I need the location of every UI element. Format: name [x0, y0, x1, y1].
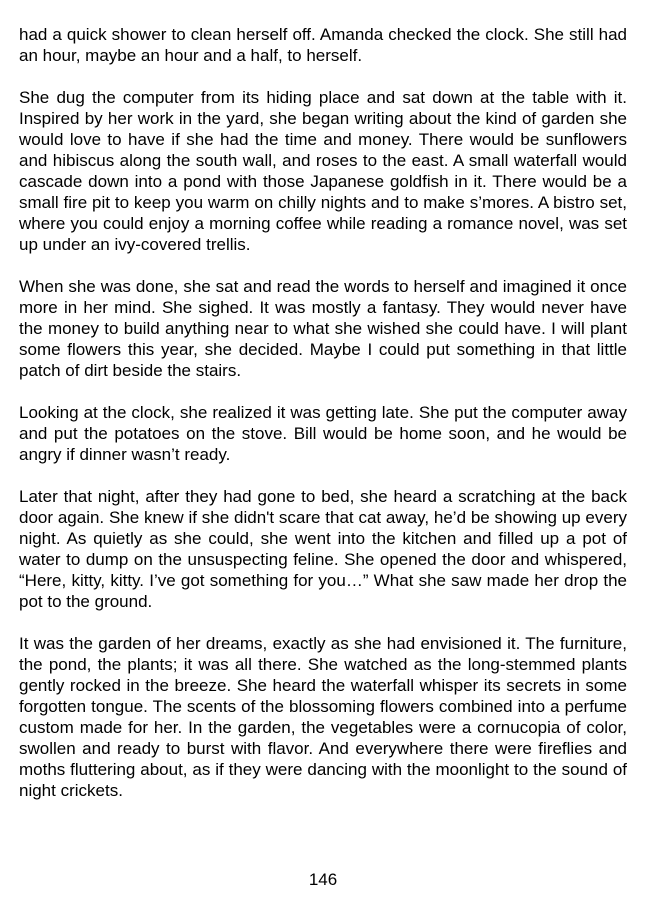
paragraph-1: had a quick shower to clean herself off. Amanda checked the clock. She still had an hour, maybe an hour and a half, to herself. — [19, 25, 627, 65]
paragraph-5: Later that night, after they had gone to bed, she heard a scratching at the back door again. She knew if she didn't scare that cat away, he’d be showing up every night. As quietly as she could, she went into the kitchen and filled up a pot of water to dump on the unsuspecting feline. She opened the door and whispered, “Here, kitty, kitty. I’ve got something for you…” What she saw made her drop the pot to the ground. — [19, 487, 627, 611]
paragraph-2: She dug the computer from its hiding place and sat down at the table with it. Inspired by her work in the yard, she began writing about the kind of garden she would love to have if she had the time and money. There would be sunflowers and hibiscus along the south wall, and roses to the east. A small waterfall would cascade down into a pond with those Japanese goldfish in it. There would be a small fire pit to keep you warm on chilly nights and to make s’mores. A bistro set, where you could enjoy a morning coffee while reading a romance novel, was set up under an ivy-covered trellis. — [19, 88, 627, 254]
paragraph-4: Looking at the clock, she realized it was getting late. She put the computer away and put the potatoes on the stove. Bill would be home soon, and he would be angry if dinner wasn’t ready. — [19, 403, 627, 464]
page-number: 146 — [308, 870, 338, 889]
paragraph-6: It was the garden of her dreams, exactly as she had envisioned it. The furniture, the pond, the plants; it was all there. She watched as the long-stemmed plants gently rocked in the breeze. She heard the waterfall whisper its secrets in some forgotten tongue. The scents of the blossoming flowers combined into a perfume custom made for her. In the garden, the vegetables were a cornucopia of color, swollen and ready to burst with flavor. And everywhere there were fireflies and moths fluttering about, as if they were dancing with the moonlight to the sound of night crickets. — [19, 634, 627, 800]
paragraph-3: When she was done, she sat and read the words to herself and imagined it once more in her mind. She sighed. It was mostly a fantasy. They would never have the money to build anything near to what she wished she could have. I will plant some flowers this year, she decided. Maybe I could put something in that little patch of dirt beside the stairs. — [19, 277, 627, 380]
